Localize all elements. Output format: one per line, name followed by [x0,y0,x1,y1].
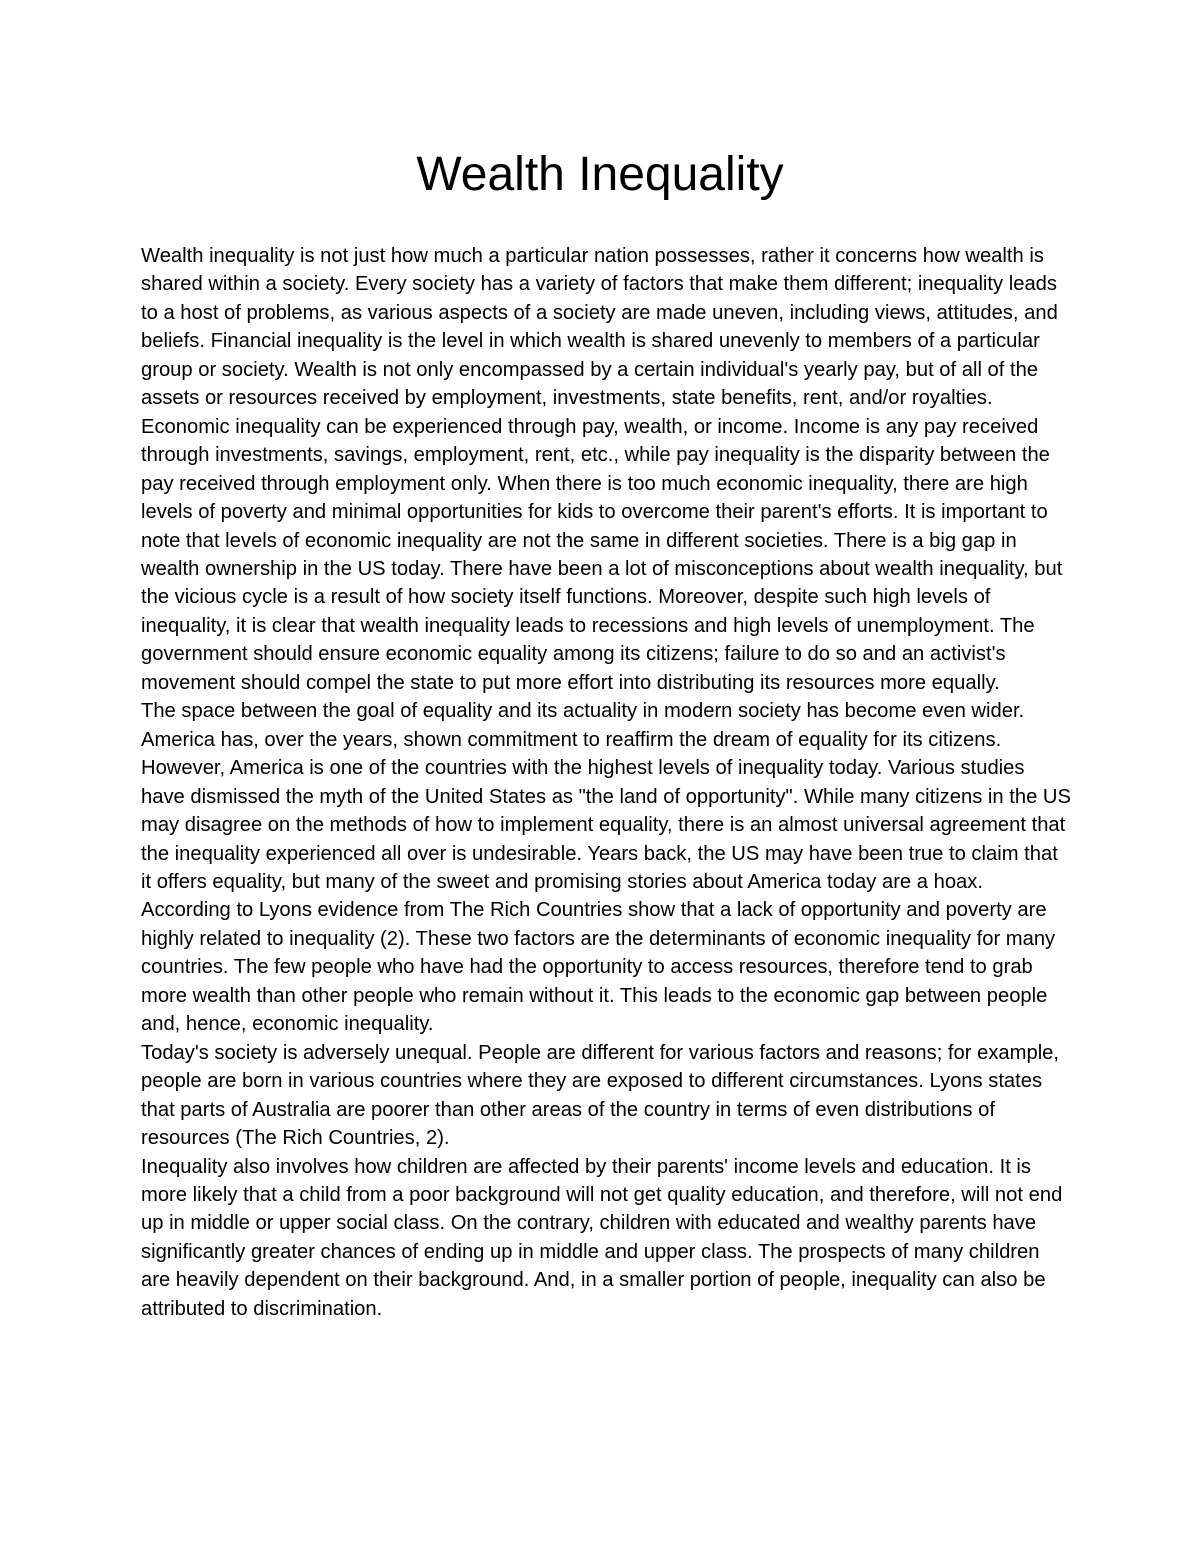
document-body [141,242,1071,1323]
paragraph-3: Today's society is adversely unequal. People are different for various factors and reasons; for example, people are born in various countries where they are exposed to different circumstances. Lyons states that parts of Australia are poorer than other areas of the country in terms of even distributions of resources (The Rich Countries, 2). [141,1041,1060,1150]
paragraph-4: Inequality also involves how children are affected by their parents' income levels and education. It is more likely that a child from a poor background will not get quality education, and therefore, will not end up in middle or upper social class. On the contrary, children with educated and wealthy parents have significantly greater chances of ending up in middle and upper class. The prospects of many children are heavily dependent on their background. And, in a smaller portion of people, inequality can also be attributed to discrimination. [141,1155,1063,1320]
paragraph-1: Wealth inequality is not just how much a particular nation possesses, rather it concerns how wealth is shared within a society. Every society has a variety of factors that make them different; inequality leads to a host of problems, as various aspects of a society are made uneven, including views, attitudes, and beliefs. Financial inequality is the level in which wealth is shared unevenly to members of a particular group or society. Wealth is not only encompassed by a certain individual's yearly pay, but of all of the assets or resources received by employment, investments, state benefits, rent, and/or royalties. Economic inequality can be experienced through pay, wealth, or income. Income is any pay received through investments, savings, employment, rent, etc., while pay inequality is the disparity between the pay received through employment only. When there is too much economic inequality, there are high levels of poverty and minimal opportunities for kids to overcome their parent's efforts. It is important to note that levels of economic inequality are not the same in different societies. There is a big gap in wealth ownership in the US today. There have been a lot of misconceptions about wealth inequality, but the vicious cycle is a result of how society itself functions. Moreover, despite such high levels of inequality, it is clear that wealth inequality leads to recessions and high levels of unemployment. The government should ensure economic equality among its citizens; failure to do so and an activist's movement should compel the state to put more effort into distributing its resources more equally. [141,245,1063,694]
document-title: Wealth Inequality [416,148,784,201]
paragraph-2: The space between the goal of equality and its actuality in modern society has become even wider. America has, over the years, shown commitment to reaffirm the dream of equality for its citizens. However, America is one of the countries with the highest levels of inequality today. Various studies have dismissed the myth of the United States as "the land of opportunity". While many citizens in the US may disagree on the methods of how to implement equality, there is an almost universal agreement that the inequality experienced all over is undesirable. Years back, the US may have been true to claim that it offers equality, but many of the sweet and promising stories about America today are a hoax. According to Lyons evidence from The Rich Countries show that a lack of opportunity and poverty are highly related to inequality (2). These two factors are the determinants of economic inequality for many countries. The few people who have had the opportunity to access resources, therefore tend to grab more wealth than other people who remain without it. This leads to the economic gap between people and, hence, economic inequality. [141,700,1071,1036]
